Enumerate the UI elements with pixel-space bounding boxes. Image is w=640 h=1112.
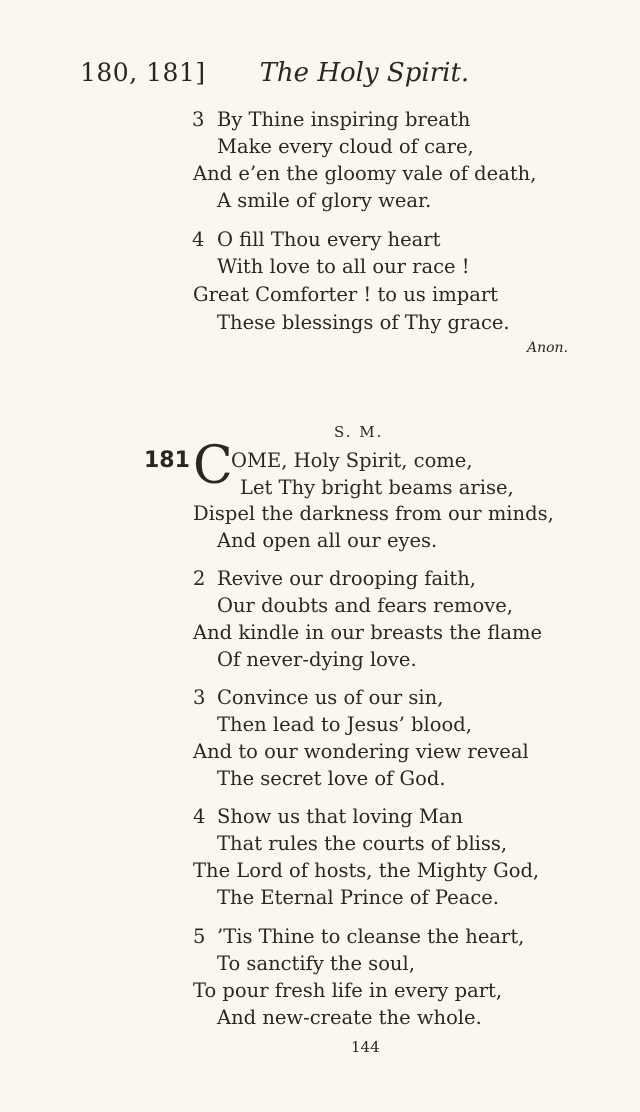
- page-number: 144: [351, 1038, 380, 1056]
- hymn-line: The Eternal Prince of Peace.: [217, 886, 499, 909]
- hymn-line: By Thine inspiring breath: [217, 108, 471, 131]
- hymn-line: With love to all our race !: [217, 255, 470, 278]
- attribution: Anon.: [527, 340, 569, 356]
- hymn-line: OME, Holy Spirit, come,: [231, 449, 473, 472]
- hymn-line: Make every cloud of care,: [217, 135, 474, 158]
- meter-label: S. M.: [334, 423, 384, 441]
- stanza-number: 2: [193, 567, 206, 590]
- stanza-number: 3: [193, 686, 206, 709]
- hymn-line: To pour fresh life in every part,: [193, 979, 503, 1002]
- hymn-line: The secret love of God.: [217, 767, 446, 790]
- hymn-line: And e’en the gloomy vale of death,: [193, 162, 537, 185]
- hymn-line: Let Thy bright beams arise,: [240, 476, 514, 499]
- stanza-number: 3: [192, 108, 205, 131]
- hymn-line: O fill Thou every heart: [217, 228, 441, 251]
- hymn-line: ’Tis Thine to cleanse the heart,: [217, 925, 525, 948]
- hymn-line: Great Comforter ! to us impart: [193, 283, 498, 306]
- hymn-line: That rules the courts of bliss,: [217, 832, 508, 855]
- hymn-number: 181: [144, 448, 190, 473]
- hymn-line: The Lord of hosts, the Mighty God,: [193, 859, 540, 882]
- hymn-line: And open all our eyes.: [217, 529, 438, 552]
- hymn-line: A smile of glory wear.: [217, 189, 432, 212]
- drop-cap: C: [193, 436, 233, 496]
- hymn-line: These blessings of Thy grace.: [217, 311, 510, 334]
- hymn-line: Of never-dying love.: [217, 648, 417, 671]
- header-title: The Holy Spirit.: [259, 58, 470, 88]
- hymn-line: Our doubts and fears remove,: [217, 594, 513, 617]
- hymn-line: Convince us of our sin,: [217, 686, 444, 709]
- stanza-number: 5: [193, 925, 206, 948]
- hymn-line: Then lead to Jesus’ blood,: [217, 713, 472, 736]
- hymn-line: Dispel the darkness from our minds,: [193, 502, 554, 525]
- hymn-line: And new-create the whole.: [217, 1006, 482, 1029]
- hymn-line: To sanctify the soul,: [217, 952, 415, 975]
- hymn-line: Revive our drooping faith,: [217, 567, 476, 590]
- stanza-number: 4: [192, 228, 205, 251]
- header-hymn-numbers: 180, 181]: [80, 58, 206, 87]
- hymn-line: And to our wondering view reveal: [193, 740, 529, 763]
- page-header: [80, 58, 520, 88]
- stanza-number: 4: [193, 805, 206, 828]
- hymn-line: And kindle in our breasts the flame: [193, 621, 543, 644]
- hymn-line: Show us that loving Man: [217, 805, 463, 828]
